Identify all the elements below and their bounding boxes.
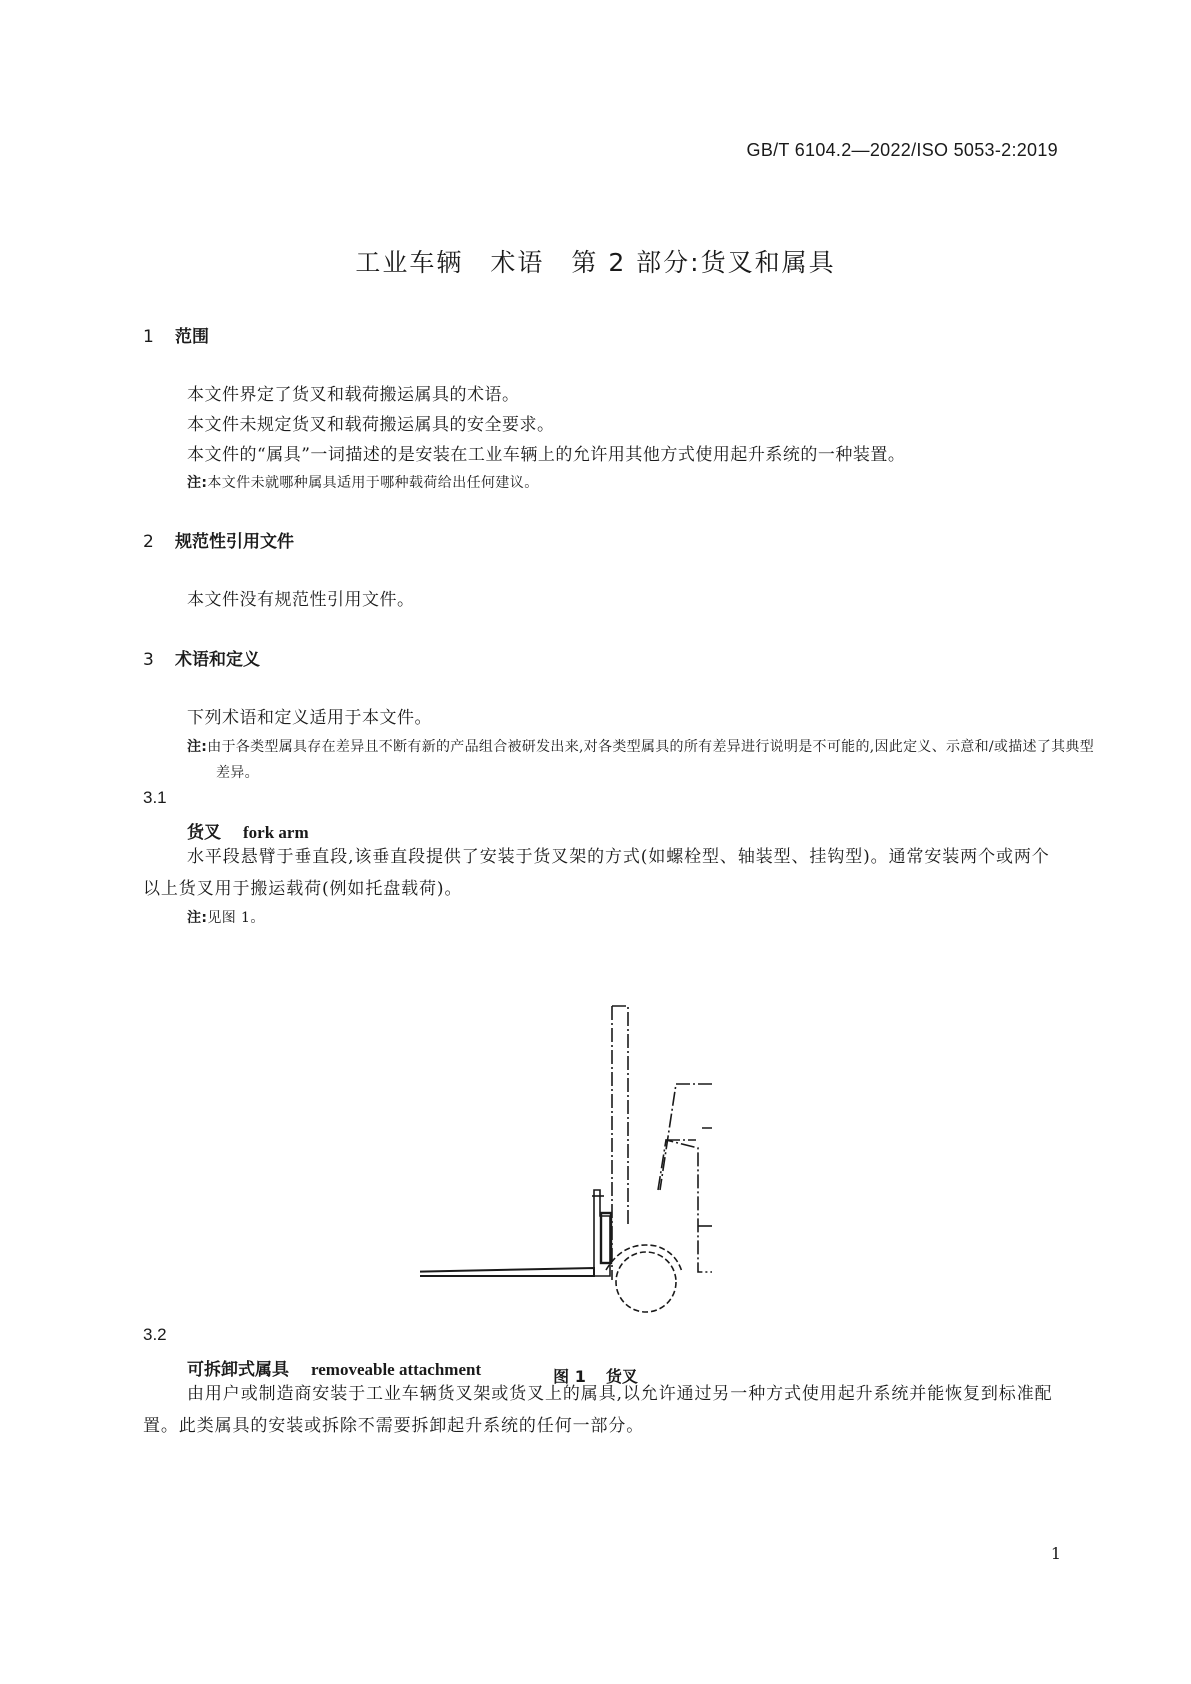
term-3-1-number: 3.1 (143, 788, 167, 807)
section-number: 2 (143, 532, 154, 552)
term-3-2-title (187, 1355, 481, 1380)
term-3-1-note (187, 907, 265, 927)
section-1-note (187, 472, 539, 492)
section-2-heading (143, 527, 294, 552)
note-label: 注: (187, 475, 208, 491)
section-title: 范围 (175, 327, 209, 347)
term-3-1-definition: 水平段悬臂于垂直段,该垂直段提供了安装于货叉架的方式(如螺栓型、轴装型、挂钩型)。通常安装两个或两个以上货叉用于搬运载荷(例如托盘载荷)。 (143, 847, 1050, 899)
fork-blade (420, 1268, 594, 1276)
term-zh: 可拆卸式属具 (187, 1360, 289, 1380)
section-title: 术语和定义 (175, 650, 260, 670)
term-3-2-definition: 由用户或制造商安装于工业车辆货叉架或货叉上的属具,以允许通过另一种方式使用起升系统并能恢复到标准配置。此类属具的安装或拆除不需要拆卸起升系统的任何一部分。 (143, 1384, 1053, 1436)
term-3-2-number: 3.2 (143, 1325, 167, 1344)
cab-side (658, 1140, 712, 1272)
figure-title: 货叉 (605, 1367, 638, 1386)
term-zh: 货叉 (187, 823, 221, 843)
section-1-paragraph-2: 本文件未规定货叉和载荷搬运属具的安全要求。 (187, 415, 555, 435)
note-text: 见图 1。 (207, 910, 265, 926)
section-title: 规范性引用文件 (175, 532, 294, 552)
page-number: 1 (1050, 1544, 1061, 1563)
section-number: 1 (143, 327, 154, 347)
section-2-paragraph-1: 本文件没有规范性引用文件。 (187, 590, 415, 610)
note-text: 本文件未就哪种属具适用于哪种载荷给出任何建议。 (207, 475, 539, 491)
figure-label: 图 1 (553, 1367, 586, 1386)
term-3-1-title (187, 818, 309, 843)
section-3-note (187, 734, 1096, 786)
section-3-paragraph-1: 下列术语和定义适用于本文件。 (187, 708, 432, 728)
section-1-heading (143, 322, 209, 347)
term-en: removeable attachment (311, 1360, 482, 1379)
cab-outline (660, 1084, 712, 1190)
fork-arm-figure (420, 1000, 780, 1340)
section-3-heading (143, 645, 260, 670)
section-number: 3 (143, 650, 154, 670)
wheel-arch (606, 1245, 682, 1272)
note-text: 由于各类型属具存在差异且不断有新的产品组合被研发出来,对各类型属具的所有差异进行说明是不可能的,因此定义、示意和/或描述了其典型差异。 (207, 739, 1095, 781)
front-wheel (616, 1252, 676, 1312)
section-1-paragraph-3: 本文件的“属具”一词描述的是安装在工业车辆上的允许用其他方式使用起升系统的一种装置。 (187, 445, 906, 465)
note-label: 注: (187, 739, 208, 755)
note-label: 注: (187, 910, 208, 926)
standard-code: GB/T 6104.2—2022/ISO 5053-2:2019 (746, 140, 1058, 160)
mast-outline (612, 1006, 628, 1280)
term-en: fork arm (243, 823, 309, 842)
document-title: 工业车辆 术语 第 2 部分:货叉和属具 (355, 248, 836, 277)
section-1-paragraph-1: 本文件界定了货叉和载荷搬运属具的术语。 (187, 385, 520, 405)
